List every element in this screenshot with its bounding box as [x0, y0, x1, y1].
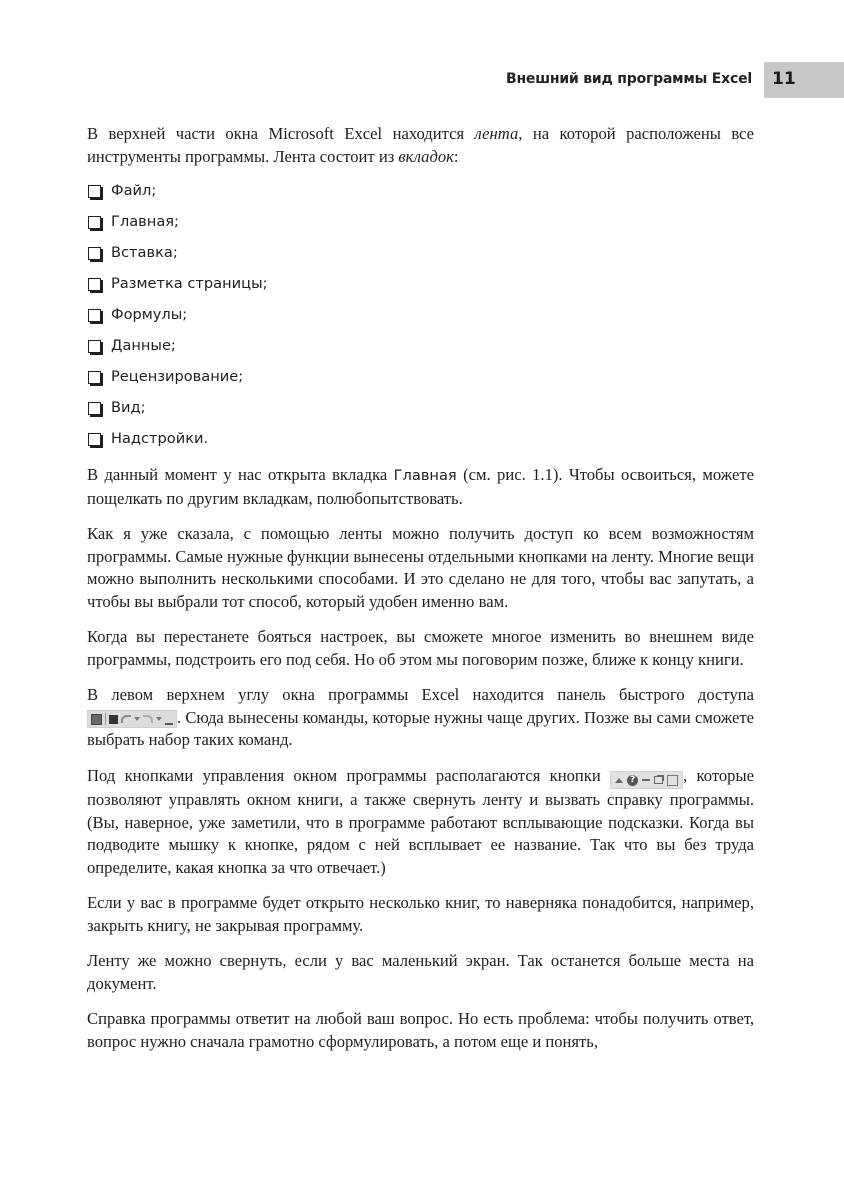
paragraph-ribbon-access: Как я уже сказала, с помощью ленты можно получить доступ ко всем возможностям программы. Самые нужные функции вынесены отдельными кнопками на ленту. Многие вещи можно выполнить несколькими способами. И это сделано не для того, чтобы вас запутать, а чтобы вы выбрали тот способ, который удобен именно вам.: [87, 524, 754, 611]
list-item: [87, 212, 754, 232]
text: :: [453, 146, 459, 166]
list-item: [87, 243, 754, 263]
list-item: [87, 305, 754, 325]
page-body: [87, 123, 754, 1066]
checkbox-bullet-icon: [88, 278, 101, 291]
list-item: [87, 429, 754, 449]
page-number: 11: [772, 69, 796, 89]
text: (см. рис. 1.1). Чтобы освоиться, можете пощелкать по другим вкладкам, полюбопытствовать.: [87, 465, 754, 508]
excel-icon: [91, 714, 102, 725]
customize-toolbar-icon: [165, 713, 173, 725]
list-item-label: Данные;: [111, 337, 176, 354]
list-item-label: Разметка страницы;: [111, 275, 268, 292]
term-ribbon: лента: [474, 124, 519, 143]
checkbox-bullet-icon: [88, 402, 101, 415]
chevron-down-icon: [156, 717, 162, 721]
restore-icon: [654, 776, 663, 784]
redo-icon: [143, 715, 153, 723]
text: , которые позволяют управлять окном книги, а также свернуть ленту и вызвать справку программы. (Вы, наверное, уже заметили, что в программе работают всплывающие подсказки. Когда вы подводите мышку к кнопке, рядом с ней всплывает ее название. Так что вы без труда определите, какая кнопка за что отвечает.): [87, 765, 754, 877]
paragraph-collapse-ribbon: Ленту же можно свернуть, если у вас маленький экран. Так останется больше места на документ.: [87, 951, 754, 993]
workbook-controls-image: [610, 771, 683, 789]
checkbox-bullet-icon: [88, 433, 101, 446]
text: В данный момент у нас открыта вкладка: [87, 465, 394, 484]
page-number-box: [764, 62, 844, 98]
checkbox-bullet-icon: [88, 185, 101, 198]
list-item-label: Вид;: [111, 399, 146, 416]
paragraph-quick-access: [87, 684, 754, 752]
close-icon: [667, 775, 678, 786]
list-item-label: Главная;: [111, 213, 179, 230]
undo-icon: [121, 715, 131, 723]
text: В верхней части окна Microsoft Excel находится: [87, 124, 475, 143]
list-item: [87, 274, 754, 294]
checkbox-bullet-icon: [88, 371, 101, 384]
save-icon: [109, 715, 118, 724]
list-item-label: Надстройки.: [111, 430, 209, 447]
quick-access-toolbar-image: [87, 710, 177, 728]
text: Под кнопками управления окном программы располагаются кнопки: [87, 765, 611, 785]
text: В левом верхнем углу окна программы Excel находится панель быстрого доступа: [87, 685, 754, 704]
list-item-label: Рецензирование;: [111, 368, 244, 385]
ribbon-tabs-list: [87, 181, 754, 449]
text: . Сюда вынесены команды, которые нужны чаще других. Позже вы сами сможете выбрать набор таких команд.: [87, 707, 754, 749]
separator-icon: [105, 713, 106, 725]
page-header: [0, 62, 844, 98]
text: , на которой расположены все инструменты программы. Лента состоит из: [87, 124, 754, 166]
running-title: Внешний вид программы Excel: [505, 71, 752, 87]
list-item: [87, 181, 754, 201]
list-item-label: Вставка;: [111, 244, 178, 261]
list-item-label: Файл;: [111, 182, 157, 199]
paragraph-intro: [87, 123, 754, 168]
list-item: [87, 336, 754, 356]
list-item-label: Формулы;: [111, 306, 188, 323]
paragraph-settings: Когда вы перестанете бояться настроек, вы сможете многое изменить во внешнем виде программы, подстроить его под себя. Но об этом мы поговорим позже, ближе к концу книги.: [87, 627, 754, 669]
checkbox-bullet-icon: [88, 247, 101, 260]
help-icon: ?: [627, 775, 638, 786]
chevron-down-icon: [134, 717, 140, 721]
paragraph-multiple-books: Если у вас в программе будет открыто несколько книг, то наверняка понадобится, например, закрыть книгу, не закрывая программу.: [87, 893, 754, 935]
checkbox-bullet-icon: [88, 340, 101, 353]
checkbox-bullet-icon: [88, 309, 101, 322]
paragraph-window-buttons: [87, 765, 754, 880]
term-tabs: вкладок: [398, 146, 454, 166]
paragraph-help: Справка программы ответит на любой ваш вопрос. Но есть проблема: чтобы получить ответ, вопрос нужно сначала грамотно сформулировать, а потом еще и понять,: [87, 1009, 754, 1051]
list-item: [87, 367, 754, 387]
paragraph-current-tab: [87, 464, 754, 510]
ui-term-home: Главная: [393, 467, 457, 484]
collapse-ribbon-icon: [615, 778, 623, 783]
checkbox-bullet-icon: [88, 216, 101, 229]
list-item: [87, 398, 754, 418]
minimize-icon: [642, 779, 650, 781]
